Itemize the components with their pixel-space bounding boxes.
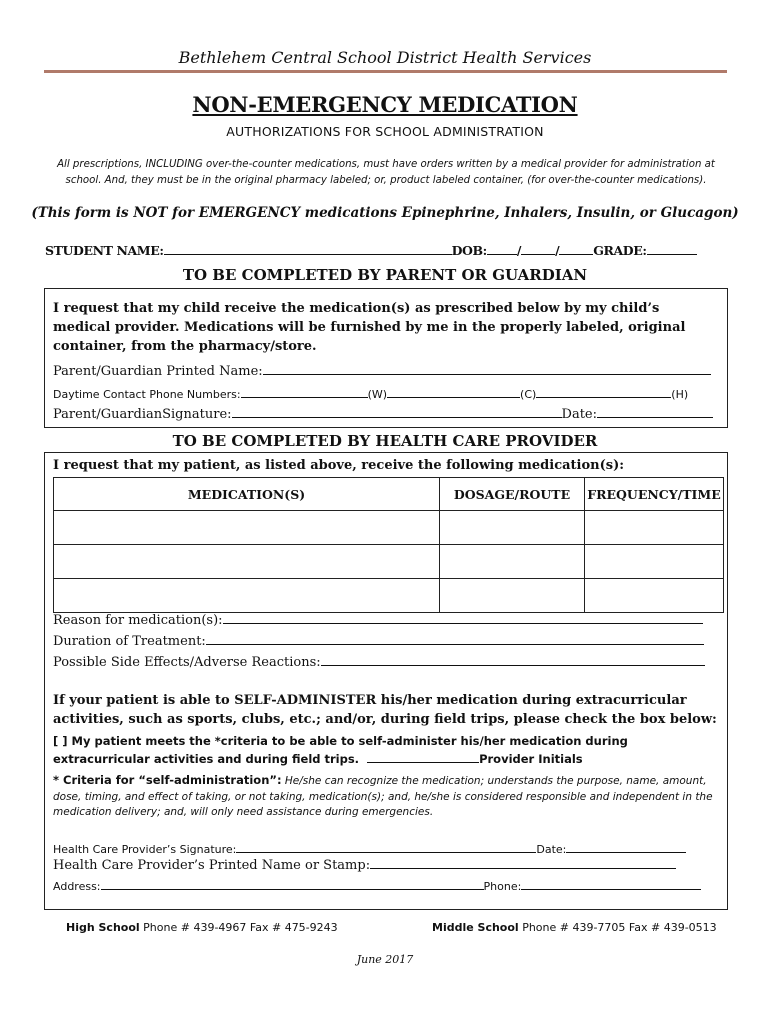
provider-address-row xyxy=(53,877,701,893)
dob-slash: / xyxy=(555,243,560,258)
high-school-label: High School xyxy=(66,921,140,934)
medication-header: MEDICATION(S) xyxy=(54,478,440,511)
duration-row xyxy=(53,632,704,649)
parent-request-text: I request that my child receive the medication(s) as prescribed below by my child’s medical provider. Medications will be furnished by me in the properly labeled, original container, from the pharmacy/store. xyxy=(53,301,686,354)
provider-initials-row xyxy=(53,750,583,766)
frequency-header: FREQUENCY/TIME xyxy=(585,478,724,511)
duration-label: Duration of Treatment: xyxy=(53,634,206,649)
student-name-field[interactable] xyxy=(164,242,452,255)
cell-label: (C) xyxy=(520,388,537,401)
provider-printed-name-field[interactable] xyxy=(370,856,676,869)
medication-table xyxy=(53,477,724,613)
student-name-label: STUDENT NAME: xyxy=(45,243,164,258)
provider-request-text: I request that my patient, as listed above, receive the following medication(s): xyxy=(53,458,625,473)
provider-phone-field[interactable] xyxy=(521,877,701,890)
provider-date-label: Date: xyxy=(536,843,567,856)
frequency-cell[interactable] xyxy=(585,579,724,613)
dob-month-field[interactable] xyxy=(487,242,517,255)
parent-date-label: Date: xyxy=(561,407,597,422)
dosage-cell[interactable] xyxy=(440,579,585,613)
form-date: June 2017 xyxy=(356,953,414,966)
frequency-cell[interactable] xyxy=(585,511,724,545)
criteria-text: He/she can recognize the medication; understands the purpose, name, amount, dose, timing, and effect of taking, or not taking, medication(s); and, he/she is considered responsible and independent in the medication delivery; and, will only need assistance during emergencies. xyxy=(53,775,713,818)
table-header-row xyxy=(54,478,724,511)
page-title: NON-EMERGENCY MEDICATION xyxy=(192,92,578,117)
parent-phone-row xyxy=(53,385,688,401)
work-label: (W) xyxy=(367,388,388,401)
duration-field[interactable] xyxy=(206,632,704,645)
parent-signature-label: Parent/GuardianSignature: xyxy=(53,407,232,422)
dob-slash: / xyxy=(516,243,522,258)
address-field[interactable] xyxy=(101,877,484,890)
address-label: Address: xyxy=(53,880,101,893)
middle-school-contact xyxy=(432,921,717,934)
parent-date-field[interactable] xyxy=(597,405,713,418)
reason-field[interactable] xyxy=(223,611,703,624)
provider-section-heading: TO BE COMPLETED BY HEALTH CARE PROVIDER xyxy=(172,432,598,450)
middle-school-info: Phone # 439-7705 Fax # 439-0513 xyxy=(522,921,717,934)
dosage-cell[interactable] xyxy=(440,545,585,579)
parent-printed-name-label: Parent/Guardian Printed Name: xyxy=(53,364,263,379)
self-admin-text: If your patient is able to SELF-ADMINISTER his/her medication during extracurricular activities, such as sports, clubs, etc.; and/or, during field trips, please check the box below: xyxy=(53,693,717,727)
phone-work-field[interactable] xyxy=(241,385,368,398)
side-effects-field[interactable] xyxy=(321,653,705,666)
table-row xyxy=(54,579,724,613)
grade-field[interactable] xyxy=(647,242,697,255)
medication-cell[interactable] xyxy=(54,511,440,545)
side-effects-label: Possible Side Effects/Adverse Reactions: xyxy=(53,655,321,670)
criteria-block xyxy=(53,773,713,821)
provider-initials-label: Provider Initials xyxy=(479,752,583,766)
phone-home-field[interactable] xyxy=(536,385,671,398)
high-school-contact xyxy=(66,921,338,934)
phone-cell-field[interactable] xyxy=(387,385,520,398)
parent-printed-name-field[interactable] xyxy=(263,362,711,375)
dosage-cell[interactable] xyxy=(440,511,585,545)
dosage-header: DOSAGE/ROUTE xyxy=(440,478,585,511)
parent-section-heading: TO BE COMPLETED BY PARENT OR GUARDIAN xyxy=(182,266,588,284)
page-subtitle: AUTHORIZATIONS FOR SCHOOL ADMINISTRATION xyxy=(226,124,544,139)
middle-school-label: Middle School xyxy=(432,921,519,934)
dob-label: DOB: xyxy=(451,243,487,258)
provider-initials-field[interactable] xyxy=(367,750,479,763)
student-row xyxy=(45,242,725,258)
high-school-info: Phone # 439-4967 Fax # 475-9243 xyxy=(143,921,338,934)
provider-phone-label: Phone: xyxy=(483,880,522,893)
intro-text: All prescriptions, INCLUDING over-the-counter medications, must have orders written by a medical provider for administration at school. And, they must be in the original pharmacy labeled; or, product labeled container, (for over-the-counter medications). xyxy=(57,159,715,186)
parent-section-box xyxy=(44,288,728,428)
frequency-cell[interactable] xyxy=(585,545,724,579)
table-row xyxy=(54,511,724,545)
provider-signature-label: Health Care Provider’s Signature: xyxy=(53,843,237,856)
dob-year-field[interactable] xyxy=(559,242,593,255)
provider-printed-name-label: Health Care Provider’s Printed Name or Stamp: xyxy=(53,858,371,873)
daytime-phone-label: Daytime Contact Phone Numbers: xyxy=(53,388,241,401)
grade-label: GRADE: xyxy=(593,243,647,258)
provider-signature-field[interactable] xyxy=(236,840,536,853)
criteria-label: * Criteria for “self-administration”: xyxy=(53,773,282,787)
medication-cell[interactable] xyxy=(54,579,440,613)
provider-printed-name-row xyxy=(53,856,676,873)
provider-signature-row xyxy=(53,840,686,856)
side-effects-row xyxy=(53,653,705,670)
header-divider xyxy=(44,70,727,73)
reason-row xyxy=(53,611,703,628)
checkbox-line-2: extracurricular activities and during field trips. xyxy=(53,752,360,766)
parent-signature-field[interactable] xyxy=(232,405,562,418)
home-label: (H) xyxy=(671,388,689,401)
emergency-note: (This form is NOT for EMERGENCY medications Epinephrine, Inhalers, Insulin, or Glucagon) xyxy=(31,205,739,221)
medication-cell[interactable] xyxy=(54,545,440,579)
page-header: Bethlehem Central School District Health Services xyxy=(178,48,592,67)
table-row xyxy=(54,545,724,579)
self-admin-checkbox-line[interactable]: [ ] My patient meets the *criteria to be able to self-administer his/her medication during xyxy=(53,734,628,748)
parent-printed-name-row xyxy=(53,362,711,379)
provider-date-field[interactable] xyxy=(566,840,686,853)
dob-day-field[interactable] xyxy=(521,242,555,255)
parent-signature-row xyxy=(53,405,713,422)
reason-label: Reason for medication(s): xyxy=(53,613,223,628)
